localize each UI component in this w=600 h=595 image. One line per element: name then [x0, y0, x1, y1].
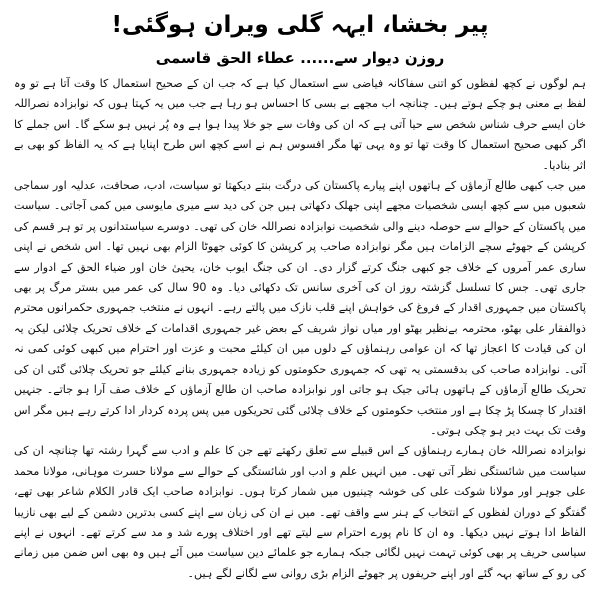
paragraph-3: نوابزادہ نصراللہ خان ہمارے رہنماؤں کے اس قبیلے سے تعلق رکھتے تھے جن کا علم و ادب سے گہرا رشتہ تھا چنانچہ ان کی سیاست میں شائستگی نظر آتی تھی۔ میں انہیں علم و ادب اور شائستگی کے حوالے سے مولانا حسرت موہانی، مولانا محمد علی جوہر اور مولانا شوکت علی کی خوشہ چینیوں میں شمار کرتا ہوں۔ نوابزادہ صاحب ایک قادر الکلام شاعر بھی تھے، گفتگو کے دوران لفظوں کے انتخاب کے ہنر سے واقف تھے۔ میں نے ان کی زبان سے اپنے کسی بدترین دشمن کے لیے بھی نازیبا الفاظ ادا ہوتے نہیں دیکھا۔ وہ ان کا نام پورے احترام سے لیتے تھے اور اختلاف پورے شد و مد سے کرتے تھے۔ انہوں نے اپنے سیاسی حریف پر بھی کوئی تہمت نہیں لگائی جبکہ ہمارے جو علمائے دین سیاست میں آئے ہیں وہ بھی اس ضمن میں زمانے کی رو کے ساتھ بہہ گئے اور اپنے حریفوں پر جھوٹے الزام بڑی روانی سے لگانے لگے ہیں۔ — [14, 444, 586, 580]
paragraph-2: میں جب کبھی طالع آزماؤں کے ہاتھوں اپنے پیارے پاکستان کی درگت بنتے دیکھتا تو سیاست، ادب، صحافت، عدلیہ اور سماجی شعبوں میں سے کچھ ایسی شخصیات مجھے اپنی جھلک دکھاتی ہیں جن کی دید سے میری مایوسی میں کمی آجاتی۔ سیاست میں پاکستان کے حوالے سے حوصلہ دینے والی شخصیت نوابزادہ نصراللہ خان کی تھی۔ دوسرے سیاستدانوں پر تو ہر قسم کی کرپشن کے جھوٹے سچے الزامات ہیں مگر نوابزادہ صاحب پر کرپشن کا کوئی جھوٹا الزام بھی نہیں تھا۔ اس شخص نے اپنی ساری عمر آمروں کے خلاف جو کبھی جنگ کرتے گزار دی۔ ان کی جنگ ایوب خان، یحییٰ خان اور ضیاء الحق کے ادوار سے جاری تھی۔ جس کا تسلسل گزشتہ روز ان کی آخری سانس تک دکھائی دیا۔ وہ 90 سال کی عمر میں بستر مرگ پر بھی پاکستان میں جمہوری اقدار کے فروغ کی خواہش اپنے قلب نازک میں پالتے رہے۔ انہوں نے منتخب جمہوری حکمرانوں محترم ذوالفقار علی بھٹو، محترمہ بےنظیر بھٹو اور میاں نواز شریف کے بعض غیر جمہوری اقدامات کے خلاف تحریک چلائی لیکن یہ ان کی قیادت کا اعجاز تھا کہ ان عوامی رہنماؤں کے دلوں میں ان کیلئے محبت و عزت اور احترام میں کبھی کوئی کمی نہ آئی۔ نوابزادہ صاحب کی بدقسمتی یہ تھی کہ جمہوری حکومتوں کو زیادہ جمہوری بنانے کیلئے جو تحریک چلائی گئی ان کی تحریک طالع آزماؤں کے ہاتھوں ہائی جیک ہو جاتی اور نوابزادہ صاحب ان طالع آزماؤں کے خلاف صف آرا ہو جاتے۔ جنہیں اقتدار کا چسکا پڑ چکا ہے اور منتخب حکومتوں کے خلاف چلائی گئی تحریکوں میں پس پردہ کردار ادا کرتے رہے ہیں مگر اس وقت تک بہت دیر ہو چکی ہوتی۔ — [14, 179, 586, 437]
headline: پیر بخشا، ایہہ گلی ویران ہوگئی! — [111, 12, 489, 38]
byline: روزن دیوار سے...... عطاء الحق قاسمی — [155, 49, 445, 67]
paragraph-1: ہم لوگوں نے کچھ لفظوں کو اتنی سفاکانہ فیاضی سے استعمال کیا ہے کہ جب ان کے صحیح استعمال کا وقت آتا ہے تو وہ لفظ بے معنی ہو چکے ہوتے ہیں۔ چنانچہ اب مجھے بے بسی کا احساس ہو رہا ہے جب میں یہ کہتا ہوں کہ نوابزادہ نصراللہ خان ایسے حرف شناس شخص سے حیا آتی ہے کہ ان کی وفات سے جو خلا پیدا ہوا ہے وہ پُر نہیں ہو سکے گا۔ اس جملے کا اگر کبھی صحیح استعمال کا وقت تھا تو وہ یہی تھا مگر افسوس ہم نے اسے کچھ اس طرح اپنایا ہے کہ یہ الفاظ کو بھی بے اثر بنادیا۔ — [14, 77, 586, 172]
article-body — [14, 74, 586, 584]
